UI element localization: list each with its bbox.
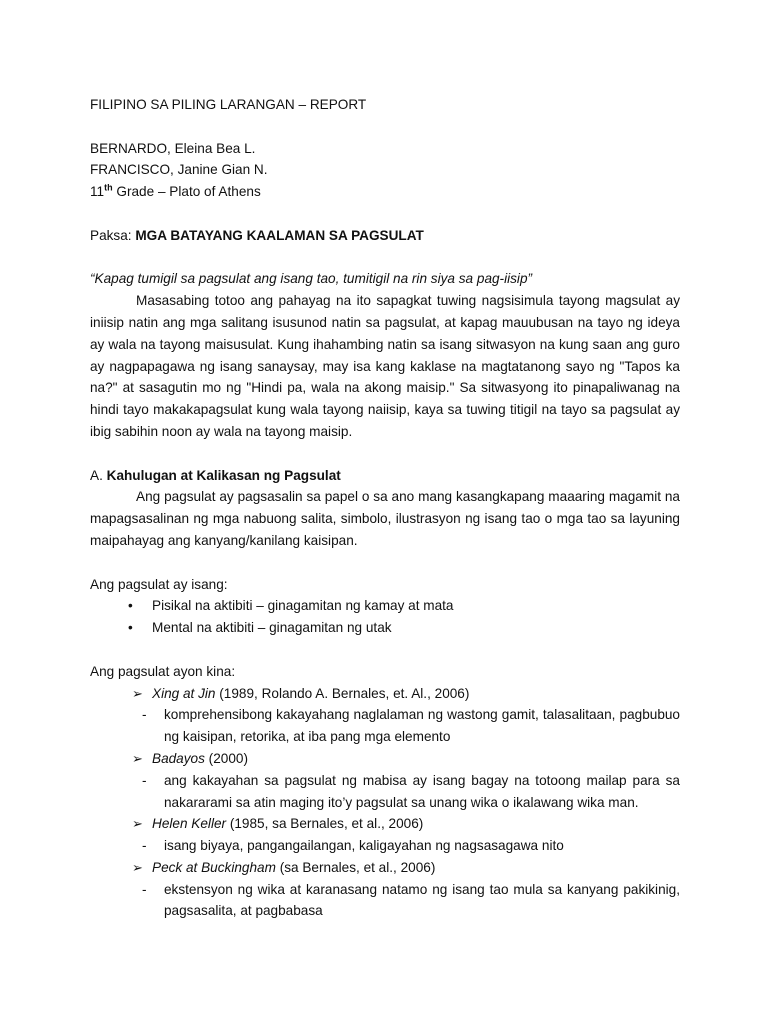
source-name: Helen Keller <box>152 816 227 832</box>
source-item <box>90 683 680 705</box>
source-citation: (sa Bernales, et al., 2006) <box>275 859 436 875</box>
source-name: Xing at Jin <box>152 685 216 701</box>
dash-bullet-icon: - <box>142 707 147 723</box>
arrow-bullet-icon: ➢ <box>132 685 143 701</box>
source-definition <box>90 879 680 923</box>
dash-bullet-icon: - <box>142 838 147 854</box>
topic-title: MGA BATAYANG KAALAMAN SA PAGSULAT <box>135 227 424 243</box>
arrow-bullet-icon: ➢ <box>132 750 143 766</box>
source-name: Peck at Buckingham <box>152 859 276 875</box>
list-item <box>90 617 680 639</box>
spacer <box>90 552 680 574</box>
definition-text: ang kakayahan sa pagsulat ng mabisa ay isang bagay na totoong mailap para sa nakararami sa atin maging ito’y pagsulat sa unang wika o ikalawang wika man. <box>164 772 680 810</box>
author-name: BERNARDO, Eleina Bea L. <box>90 140 256 156</box>
list-item <box>90 595 680 617</box>
spacer <box>90 639 680 661</box>
source-definition <box>90 704 680 748</box>
list-intro: Ang pagsulat ay isang: <box>90 576 228 592</box>
author-name: FRANCISCO, Janine Gian N. <box>90 162 268 178</box>
section-a-heading <box>90 465 680 487</box>
according-intro: Ang pagsulat ayon kina: <box>90 663 236 679</box>
list-item-text: Mental na aktibiti – ginagamitan ng utak <box>152 620 392 636</box>
list-item-text: Pisikal na aktibiti – ginagamitan ng kamay at mata <box>152 598 454 614</box>
grade-number: 11 <box>90 184 105 200</box>
spacer <box>90 203 680 225</box>
definition-text: ekstensyon ng wika at karanasang natamo ng isang tao mula sa kanyang pakikinig, pagsasalita, at pagbabasa <box>164 881 680 919</box>
source-definition <box>90 835 680 857</box>
source-citation: (2000) <box>204 750 248 766</box>
grade-rest: Grade – Plato of Athens <box>112 184 261 200</box>
source-item <box>90 857 680 879</box>
document-title: FILIPINO SA PILING LARANGAN – REPORT <box>90 97 367 112</box>
spacer <box>90 247 680 269</box>
spacer <box>90 116 680 138</box>
source-name: Badayos <box>152 750 205 766</box>
grade-section <box>90 181 680 203</box>
source-citation: (1985, sa Bernales, et al., 2006) <box>226 816 424 832</box>
section-title: Kahulugan at Kalikasan ng Pagsulat <box>106 467 341 483</box>
topic-label: Paksa: <box>90 227 136 243</box>
section-letter: A. <box>90 467 107 483</box>
section-a-paragraph: Ang pagsulat ay pagsasalin sa papel o sa ano mang kasangkapang maaaring magamit na mapagsasalinan ng mga nabuong salita, simbolo, ilustrasyon ng isang tao o mga tao sa layuning maipahayag ang kanyang/kanilang kaisipan. <box>90 489 680 548</box>
document-body <box>90 94 680 922</box>
source-item <box>90 813 680 835</box>
grade-suffix: th <box>104 182 113 193</box>
dash-bullet-icon: - <box>142 881 147 897</box>
intro-paragraph: Masasabing totoo ang pahayag na ito sapagkat tuwing nagsisimula tayong magsulat ay iniisip natin ang mga salitang isusunod natin sa pagsulat, at kapag mauubusan na tayo ng ideya ay wala na tayong maisusulat. Kung ihahambing natin sa isang sitwasyon na kung saan ang guro ay nagpapagawa ng isang sanaysay, may isa kang kaklase na magtatanong sayo ng "Tapos ka na?" at sasagutin mo ng "Hindi pa, wala na akong maisip." Sa sitwasyong ito pinapaliwanag na hindi tayo makakapagsulat kung wala tayong naiisip, kaya sa tuwing titigil na tayo sa pagsulat ay ibig sabihin noon ay wala na tayong maisip. <box>90 293 680 439</box>
dash-bullet-icon: - <box>142 772 147 788</box>
bullet-list <box>90 595 680 639</box>
definition-text: komprehensibong kakayahang naglalaman ng wastong gamit, talasalitaan, pagbubuo ng kaisipan, retorika, at iba pang mga elemento <box>164 707 680 745</box>
bullet-icon: • <box>128 598 133 614</box>
source-definition <box>90 770 680 814</box>
arrow-bullet-icon: ➢ <box>132 859 143 875</box>
topic-line <box>90 225 680 247</box>
source-citation: (1989, Rolando A. Bernales, et. Al., 2006) <box>215 685 470 701</box>
bullet-icon: • <box>128 620 133 636</box>
arrow-bullet-icon: ➢ <box>132 816 143 832</box>
definition-text: isang biyaya, pangangailangan, kaligayahan ng nagsasagawa nito <box>164 838 564 854</box>
quote: “Kapag tumigil sa pagsulat ang isang tao, tumitigil na rin siya sa pag-iisip” <box>90 271 533 287</box>
source-item <box>90 748 680 770</box>
spacer <box>90 443 680 465</box>
